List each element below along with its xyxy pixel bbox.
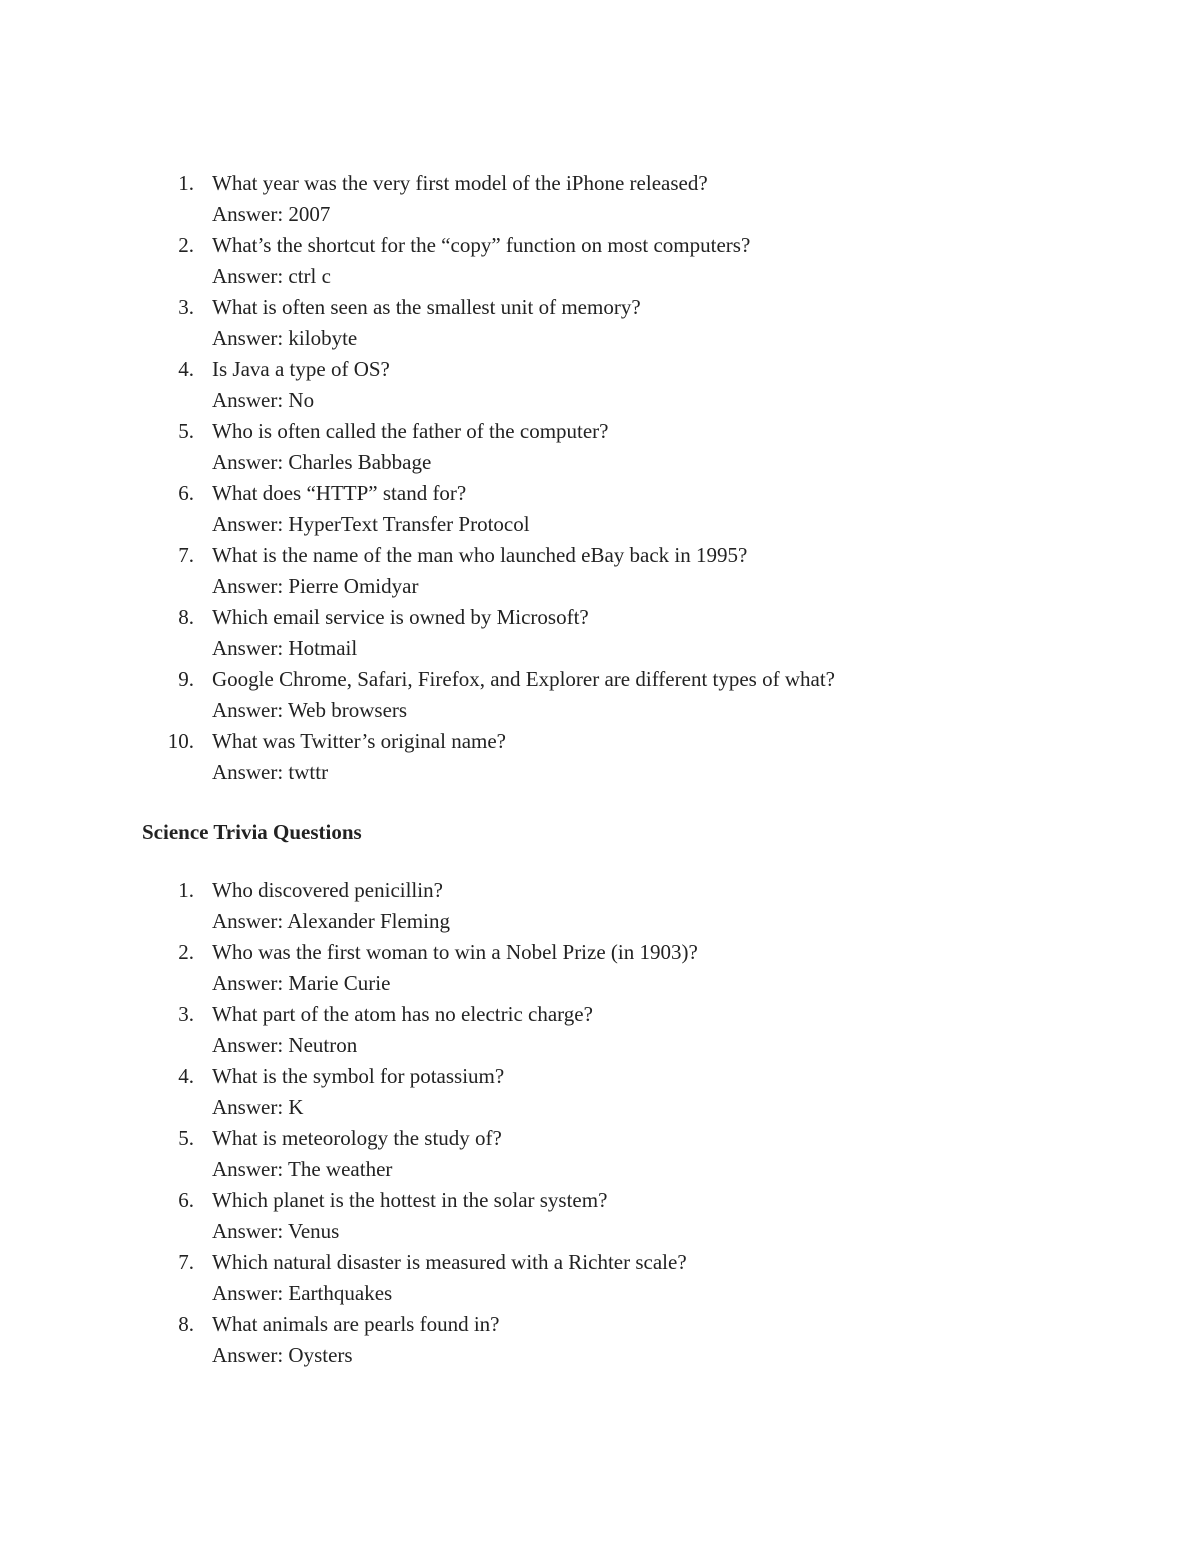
- question-text: What was Twitter’s original name?: [212, 729, 506, 753]
- answer-text: Answer: Alexander Fleming: [212, 909, 450, 933]
- answer-text: Answer: Neutron: [212, 1033, 358, 1057]
- item-number: 1.: [178, 878, 194, 902]
- answer-text: Answer: kilobyte: [212, 326, 358, 350]
- question-text: What is meteorology the study of?: [212, 1126, 502, 1150]
- question-text: Which planet is the hottest in the solar system?: [212, 1188, 608, 1212]
- question-text: What is often seen as the smallest unit of memory?: [212, 295, 641, 319]
- question-text: Which email service is owned by Microsoft?: [212, 605, 589, 629]
- item-number: 7.: [178, 543, 194, 567]
- item-number: 4.: [178, 357, 194, 381]
- item-number: 3.: [178, 1002, 194, 1026]
- answer-text: Answer: Venus: [212, 1219, 340, 1243]
- question-text: Who was the first woman to win a Nobel Prize (in 1903)?: [212, 940, 698, 964]
- answer-text: Answer: No: [212, 388, 315, 412]
- item-number: 10.: [167, 729, 194, 753]
- item-number: 1.: [178, 171, 194, 195]
- item-number: 2.: [178, 940, 194, 964]
- item-number: 5.: [178, 1126, 194, 1150]
- answer-text: Answer: Earthquakes: [212, 1281, 393, 1305]
- item-number: 5.: [178, 419, 194, 443]
- item-number: 8.: [178, 605, 194, 629]
- answer-text: Answer: twttr: [212, 760, 329, 784]
- question-text: What does “HTTP” stand for?: [212, 481, 467, 505]
- question-text: What’s the shortcut for the “copy” function on most computers?: [212, 233, 751, 257]
- answer-text: Answer: Oysters: [212, 1343, 353, 1367]
- answer-text: Answer: Marie Curie: [212, 971, 391, 995]
- answer-text: Answer: ctrl c: [212, 264, 331, 288]
- answer-text: Answer: K: [212, 1095, 304, 1119]
- item-number: 3.: [178, 295, 194, 319]
- answer-text: Answer: The weather: [212, 1157, 393, 1181]
- item-number: 4.: [178, 1064, 194, 1088]
- question-text: Which natural disaster is measured with a Richter scale?: [212, 1250, 687, 1274]
- answer-text: Answer: Pierre Omidyar: [212, 574, 419, 598]
- question-text: What is the symbol for potassium?: [212, 1064, 505, 1088]
- item-number: 2.: [178, 233, 194, 257]
- answer-text: Answer: HyperText Transfer Protocol: [212, 512, 530, 536]
- question-text: What animals are pearls found in?: [212, 1312, 500, 1336]
- answer-text: Answer: Hotmail: [212, 636, 358, 660]
- question-text: Who is often called the father of the computer?: [212, 419, 609, 443]
- item-number: 6.: [178, 1188, 194, 1212]
- item-number: 6.: [178, 481, 194, 505]
- science-section-heading: Science Trivia Questions: [142, 820, 362, 844]
- question-text: What part of the atom has no electric charge?: [212, 1002, 593, 1026]
- item-number: 7.: [178, 1250, 194, 1274]
- question-text: Is Java a type of OS?: [212, 357, 390, 381]
- question-text: Google Chrome, Safari, Firefox, and Explorer are different types of what?: [212, 667, 835, 691]
- item-number: 8.: [178, 1312, 194, 1336]
- answer-text: Answer: Web browsers: [212, 698, 408, 722]
- question-text: Who discovered penicillin?: [212, 878, 443, 902]
- item-number: 9.: [178, 667, 194, 691]
- answer-text: Answer: Charles Babbage: [212, 450, 432, 474]
- answer-text: Answer: 2007: [212, 202, 331, 226]
- question-text: What year was the very first model of the iPhone released?: [212, 171, 708, 195]
- question-text: What is the name of the man who launched eBay back in 1995?: [212, 543, 748, 567]
